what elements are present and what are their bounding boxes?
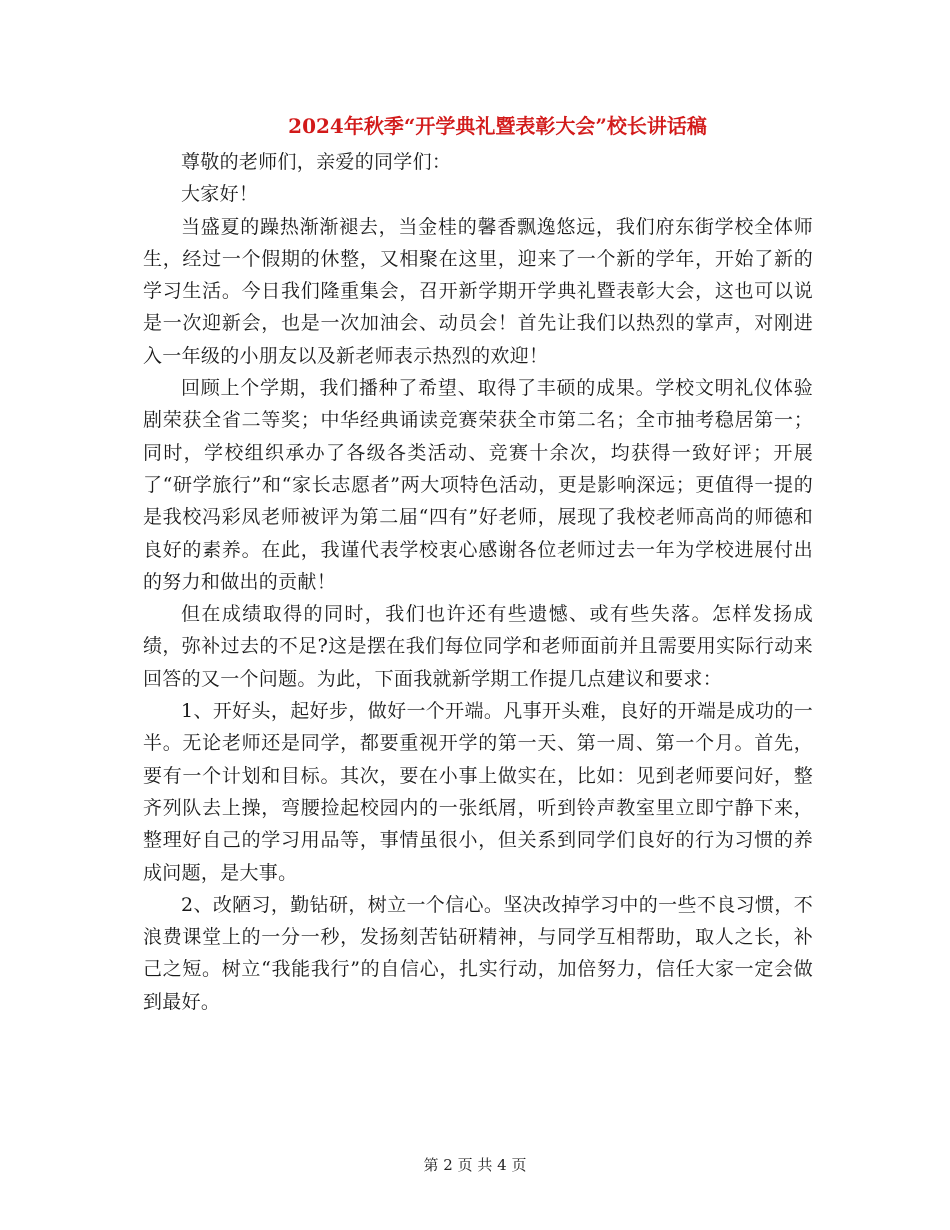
body-paragraph: 2、改陋习，勤钻研，树立一个信心。坚决改掉学习中的一些不良习惯，不浪费课堂上的一分一秒，发扬刻苦钻研精神，与同学互相帮助，取人之长，补己之短。树立“我能我行”的自信心，扎实行动，加倍努力，信任大家一定会做到最好。 (143, 893, 813, 1013)
document-title: 2024年秋季“开学典礼暨表彰大会”校长讲话稿 (288, 114, 707, 138)
document-body (143, 146, 813, 1018)
greeting-paragraph: 大家好！ (181, 183, 259, 206)
body-paragraph: 但在成绩取得的同时，我们也许还有些遗憾、或有些失落。怎样发扬成绩，弥补过去的不足?这是摆在我们每位同学和老师面前并且需要用实际行动来回答的又一个问题。为此，下面我就新学期工作提几点建议和要求： (143, 603, 813, 690)
salutation-paragraph: 尊敬的老师们，亲爱的同学们： (181, 151, 452, 173)
body-paragraph: 回顾上个学期，我们播种了希望、取得了丰硕的成果。学校文明礼仪体验剧荣获全省二等奖；中华经典诵读竞赛荣获全市第二名；全市抽考稳居第一；同时，学校组织承办了各级各类活动、竞赛十余次，均获得一致好评；开展了“研学旅行”和“家长志愿者”两大项特色活动，更是影响深远；更值得一提的是我校冯彩凤老师被评为第二届“四有”好老师，展现了我校老师高尚的师德和良好的素养。在此，我谨代表学校衷心感谢各位老师过去一年为学校进展付出的努力和做出的贡献！ (143, 377, 813, 593)
body-paragraph: 当盛夏的躁热渐渐褪去，当金桂的馨香飘逸悠远，我们府东街学校全体师生，经过一个假期的休整，又相聚在这里，迎来了一个新的学年，开始了新的学习生活。今日我们隆重集会，召开新学期开学典礼暨表彰大会，这也可以说是一次迎新会，也是一次加油会、动员会！首先让我们以热烈的掌声，对刚进入一年级的小朋友以及新老师表示热烈的欢迎！ (143, 215, 813, 367)
page-footer: 第 2 页 共 4 页 (423, 1156, 527, 1174)
body-paragraph: 1、开好头，起好步，做好一个开端。凡事开头难，良好的开端是成功的一半。无论老师还是同学，都要重视开学的第一天、第一周、第一个月。首先，要有一个计划和目标。其次，要在小事上做实在，比如：见到老师要问好，整齐列队去上操，弯腰捡起校园内的一张纸屑，听到铃声教室里立即宁静下来，整理好自己的学习用品等，事情虽很小，但关系到同学们良好的行为习惯的养成问题，是大事。 (143, 700, 813, 884)
